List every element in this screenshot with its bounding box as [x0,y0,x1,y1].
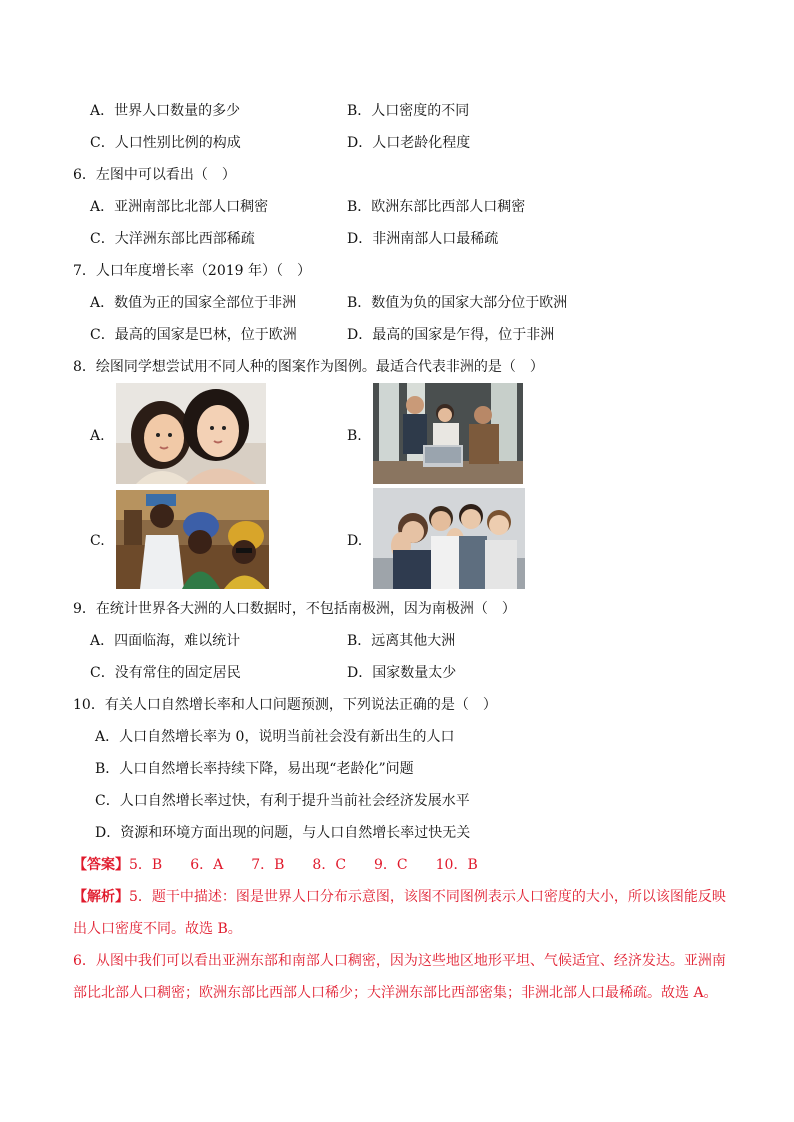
analysis-line-3: 6．从图中我们可以看出亚洲东部和南部人口稠密，因为这些地区地形平坦、气候适宜、经济发达。亚洲南 [73,953,726,969]
q8-stem: 8．绘图同学想尝试用不同人种的图案作为图例。最适合代表非洲的是（ ） [73,359,544,375]
q8-label-c: C. [90,533,105,549]
analysis-line-2: 出人口密度不同。故选 B。 [73,921,242,937]
q9-stem: 9．在统计世界各大洲的人口数据时，不包括南极洲，因为南极洲（ ） [73,601,516,617]
analysis-line-4: 部比北部人口稠密；欧洲东部比西部人口稀少；大洋洲东部比西部密集；非洲北部人口最稀疏。故选 A。 [73,985,718,1001]
q9-option-c: C．没有常住的固定居民 [90,665,241,681]
q7-stem: 7．人口年度增长率（2019 年）（ ） [73,263,311,279]
q10-stem: 10．有关人口自然增长率和人口问题预测，下列说法正确的是（ ） [73,697,497,713]
q8-label-b: B. [347,428,362,444]
q10-option-c: C．人口自然增长率过快，有利于提升当前社会经济发展水平 [95,793,470,809]
q9-option-d: D．国家数量太少 [347,665,457,681]
q6-option-d: D．非洲南部人口最稀疏 [347,231,499,247]
q5-option-d: D．人口老龄化程度 [347,135,471,151]
q7-option-a: A．数值为正的国家全部位于非洲 [90,295,297,311]
q5-option-a: A．世界人口数量的多少 [90,103,241,119]
q8-label-a: A. [90,428,105,444]
q9-option-a: A．四面临海，难以统计 [90,633,241,649]
answer-tag: 【答案】 [73,857,129,873]
q6-stem: 6．左图中可以看出（ ） [73,167,236,183]
q10-option-d: D．资源和环境方面出现的问题，与人口自然增长率过快无关 [95,825,471,841]
q9-option-b: B．远离其他大洲 [347,633,456,649]
q6-option-a: A．亚洲南部比北部人口稠密 [90,199,269,215]
photo-african-group [116,490,269,589]
answer-line [73,856,478,874]
analysis-text-1: 5．题干中描述：图是世界人口分布示意图，该图不同图例表示人口密度的大小，所以该图能反映 [129,889,726,905]
q7-option-d: D．最高的国家是乍得，位于非洲 [347,327,555,343]
analysis-tag: 【解析】 [73,889,129,905]
q5-option-b: B．人口密度的不同 [347,103,470,119]
q5-option-c: C．人口性别比例的构成 [90,135,241,151]
photo-youth-group [373,488,525,589]
q6-option-c: C．大洋洲东部比西部稀疏 [90,231,255,247]
photo-students-laptop [373,383,523,484]
q7-option-b: B．数值为负的国家大部分位于欧洲 [347,295,568,311]
q7-option-c: C．最高的国家是巴林，位于欧洲 [90,327,297,343]
answer-text: 5．B 6．A 7．B 8．C 9．C 10．B [129,857,478,873]
analysis-line-1 [73,888,726,906]
q8-label-d: D. [347,533,363,549]
photo-mother-daughter [116,383,266,484]
q10-option-a: A．人口自然增长率为 0，说明当前社会没有新出生的人口 [95,729,455,745]
q10-option-b: B．人口自然增长率持续下降，易出现“老龄化”问题 [95,761,414,777]
q6-option-b: B．欧洲东部比西部人口稠密 [347,199,526,215]
